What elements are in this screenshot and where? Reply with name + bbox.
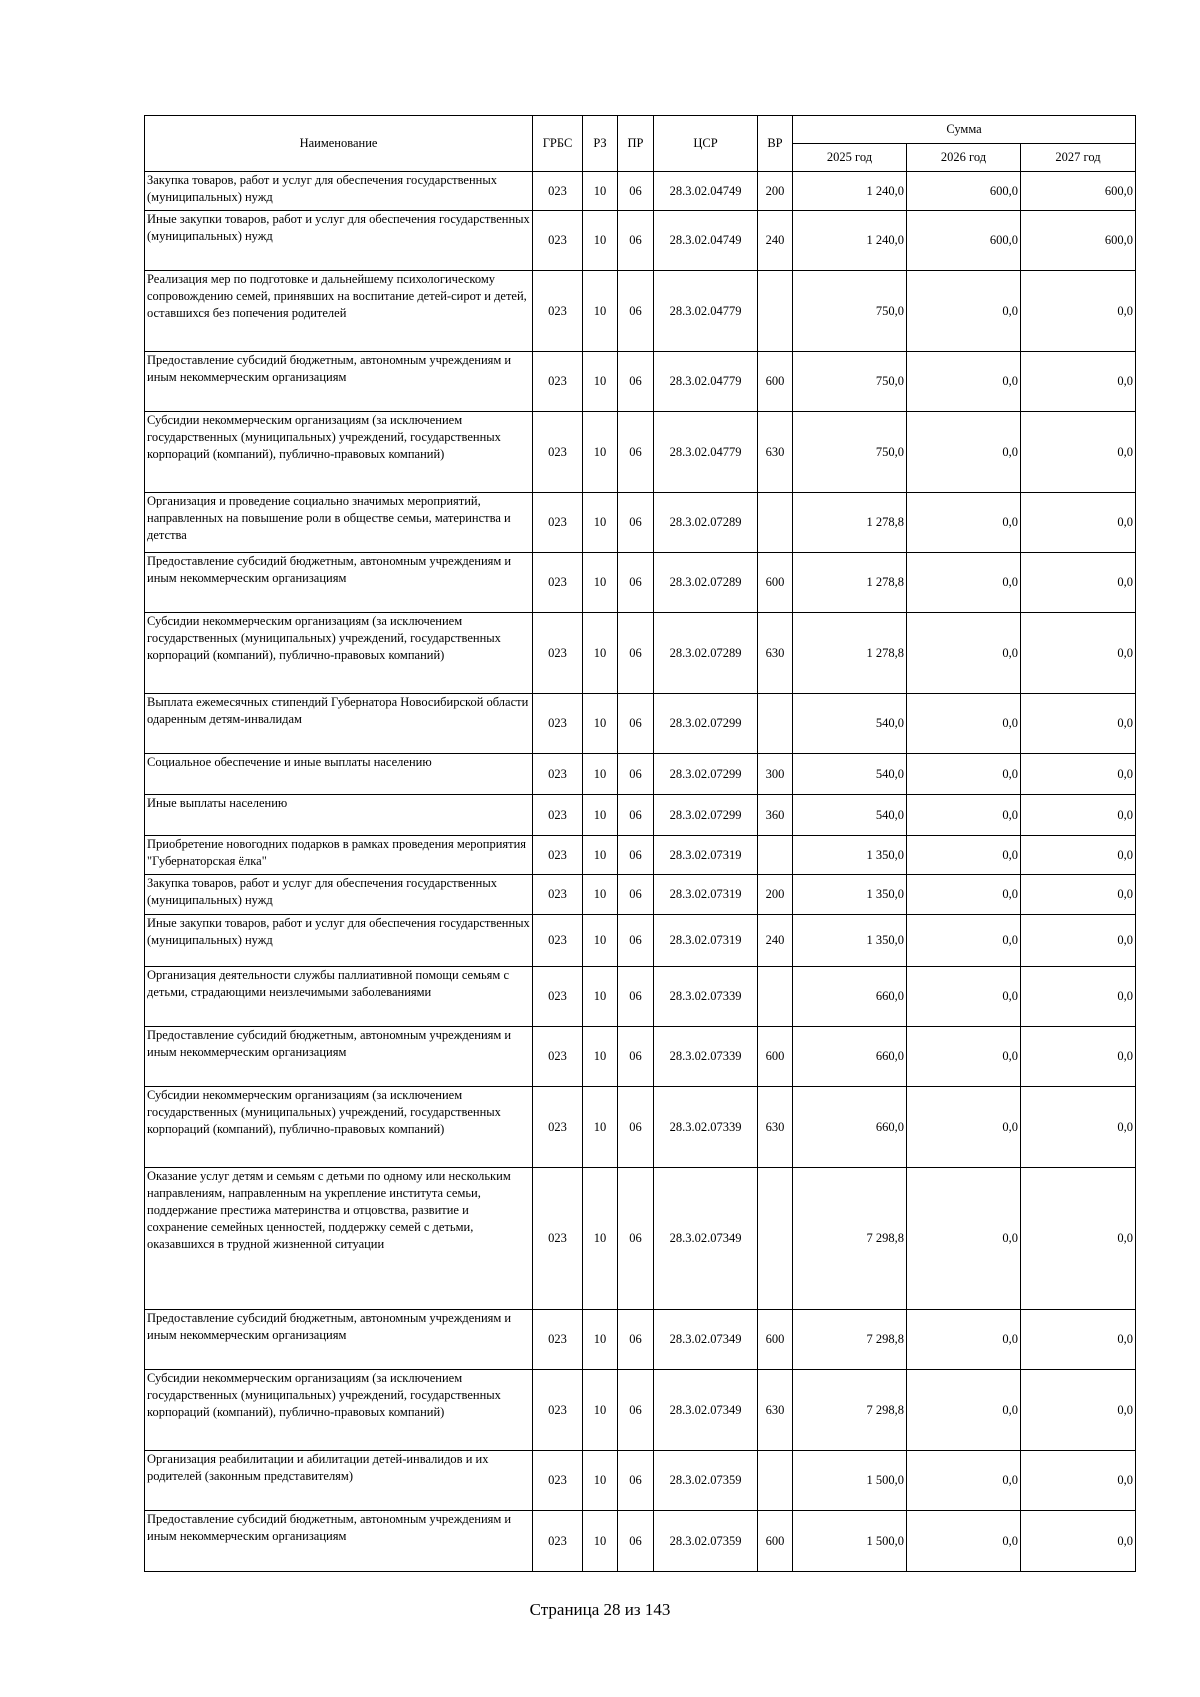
row-name: Приобретение новогодних подарков в рамках проведения мероприятия "Губернаторская ёлка" [145,836,533,875]
row-grbs: 023 [533,271,583,352]
row-sum-2026: 0,0 [907,1310,1021,1370]
row-sum-2027: 600,0 [1021,211,1136,271]
table-row [145,412,1136,493]
row-grbs: 023 [533,1511,583,1572]
row-rz: 10 [583,613,618,694]
header-row-top [145,116,1136,144]
row-sum-2025: 1 240,0 [793,172,907,211]
row-name: Субсидии некоммерческим организациям (за исключением государственных (муниципальных) учреждений, государственных корпораций (компаний), публично-правовых компаний) [145,1370,533,1451]
row-grbs: 023 [533,493,583,553]
row-sum-2027: 0,0 [1021,352,1136,412]
row-vr: 600 [758,352,793,412]
row-csr: 28.3.02.07319 [654,836,758,875]
row-name: Предоставление субсидий бюджетным, автономным учреждениям и иным некоммерческим организациям [145,352,533,412]
row-grbs: 023 [533,172,583,211]
table-row [145,875,1136,915]
row-sum-2027: 0,0 [1021,694,1136,754]
row-csr: 28.3.02.04749 [654,172,758,211]
row-csr: 28.3.02.07289 [654,613,758,694]
row-csr: 28.3.02.07289 [654,493,758,553]
row-sum-2027: 0,0 [1021,836,1136,875]
row-grbs: 023 [533,412,583,493]
row-csr: 28.3.02.07339 [654,1087,758,1168]
row-grbs: 023 [533,795,583,836]
row-grbs: 023 [533,836,583,875]
row-rz: 10 [583,271,618,352]
row-sum-2025: 1 278,8 [793,553,907,613]
row-name: Социальное обеспечение и иные выплаты населению [145,754,533,795]
row-rz: 10 [583,493,618,553]
row-pr: 06 [618,1511,654,1572]
row-pr: 06 [618,172,654,211]
row-sum-2027: 600,0 [1021,172,1136,211]
table-row [145,172,1136,211]
row-sum-2026: 600,0 [907,211,1021,271]
row-pr: 06 [618,1451,654,1511]
row-sum-2025: 7 298,8 [793,1168,907,1310]
row-csr: 28.3.02.07359 [654,1451,758,1511]
row-pr: 06 [618,875,654,915]
row-sum-2027: 0,0 [1021,553,1136,613]
row-name: Предоставление субсидий бюджетным, автономным учреждениям и иным некоммерческим организациям [145,553,533,613]
row-vr [758,694,793,754]
row-sum-2026: 0,0 [907,1168,1021,1310]
row-sum-2026: 600,0 [907,172,1021,211]
row-sum-2027: 0,0 [1021,412,1136,493]
row-grbs: 023 [533,875,583,915]
header-pr: ПР [618,116,654,172]
table-row [145,915,1136,967]
row-sum-2027: 0,0 [1021,1168,1136,1310]
row-sum-2026: 0,0 [907,1087,1021,1168]
row-grbs: 023 [533,352,583,412]
table-row [145,1310,1136,1370]
row-sum-2026: 0,0 [907,967,1021,1027]
row-name: Реализация мер по подготовке и дальнейшему психологическому сопровождению семей, принявших на воспитание детей-сирот и детей, оставшихся без попечения родителей [145,271,533,352]
row-pr: 06 [618,795,654,836]
row-sum-2026: 0,0 [907,1451,1021,1511]
row-sum-2025: 660,0 [793,1027,907,1087]
table-row [145,795,1136,836]
row-grbs: 023 [533,211,583,271]
table-row [145,493,1136,553]
row-sum-2027: 0,0 [1021,493,1136,553]
row-sum-2025: 540,0 [793,754,907,795]
row-rz: 10 [583,553,618,613]
row-grbs: 023 [533,1087,583,1168]
row-pr: 06 [618,1027,654,1087]
row-sum-2025: 1 350,0 [793,875,907,915]
row-name: Субсидии некоммерческим организациям (за исключением государственных (муниципальных) учреждений, государственных корпораций (компаний), публично-правовых компаний) [145,412,533,493]
row-sum-2025: 7 298,8 [793,1310,907,1370]
row-vr: 240 [758,211,793,271]
table-row [145,613,1136,694]
table-row [145,754,1136,795]
row-vr: 300 [758,754,793,795]
row-sum-2027: 0,0 [1021,271,1136,352]
row-sum-2025: 1 240,0 [793,211,907,271]
row-rz: 10 [583,211,618,271]
row-sum-2027: 0,0 [1021,1087,1136,1168]
row-grbs: 023 [533,1370,583,1451]
row-grbs: 023 [533,967,583,1027]
row-vr [758,493,793,553]
row-sum-2026: 0,0 [907,412,1021,493]
row-pr: 06 [618,1370,654,1451]
row-csr: 28.3.02.04779 [654,352,758,412]
row-vr: 600 [758,1027,793,1087]
row-vr [758,1168,793,1310]
row-rz: 10 [583,694,618,754]
row-name: Субсидии некоммерческим организациям (за исключением государственных (муниципальных) учреждений, государственных корпораций (компаний), публично-правовых компаний) [145,1087,533,1168]
row-name: Выплата ежемесячных стипендий Губернатора Новосибирской области одаренным детям-инвалидам [145,694,533,754]
row-vr: 600 [758,553,793,613]
row-csr: 28.3.02.07299 [654,694,758,754]
row-csr: 28.3.02.07339 [654,1027,758,1087]
header-grbs: ГРБС [533,116,583,172]
row-sum-2026: 0,0 [907,836,1021,875]
row-csr: 28.3.02.07339 [654,967,758,1027]
row-grbs: 023 [533,694,583,754]
row-rz: 10 [583,352,618,412]
row-rz: 10 [583,836,618,875]
row-rz: 10 [583,1310,618,1370]
table-row [145,694,1136,754]
row-rz: 10 [583,967,618,1027]
row-vr [758,271,793,352]
row-pr: 06 [618,915,654,967]
row-sum-2027: 0,0 [1021,1511,1136,1572]
row-grbs: 023 [533,754,583,795]
row-sum-2025: 750,0 [793,271,907,352]
row-sum-2025: 540,0 [793,694,907,754]
row-csr: 28.3.02.07359 [654,1511,758,1572]
row-rz: 10 [583,1168,618,1310]
table-row [145,271,1136,352]
row-name: Организация реабилитации и абилитации детей-инвалидов и их родителей (законным представителям) [145,1451,533,1511]
row-sum-2025: 750,0 [793,412,907,493]
header-sum: Сумма [793,116,1136,144]
row-name: Организация и проведение социально значимых мероприятий, направленных на повышение роли в обществе семьи, материнства и детства [145,493,533,553]
row-csr: 28.3.02.04749 [654,211,758,271]
row-sum-2026: 0,0 [907,875,1021,915]
table-row [145,1451,1136,1511]
table-row [145,1370,1136,1451]
row-sum-2026: 0,0 [907,915,1021,967]
row-csr: 28.3.02.07319 [654,915,758,967]
table-row [145,553,1136,613]
row-csr: 28.3.02.04779 [654,271,758,352]
row-sum-2026: 0,0 [907,493,1021,553]
row-pr: 06 [618,493,654,553]
row-pr: 06 [618,1087,654,1168]
row-csr: 28.3.02.07299 [654,754,758,795]
header-2027: 2027 год [1021,144,1136,172]
table-body [145,172,1136,1572]
row-grbs: 023 [533,915,583,967]
row-sum-2026: 0,0 [907,1027,1021,1087]
row-sum-2025: 1 350,0 [793,836,907,875]
row-sum-2025: 750,0 [793,352,907,412]
row-name: Предоставление субсидий бюджетным, автономным учреждениям и иным некоммерческим организациям [145,1511,533,1572]
row-sum-2026: 0,0 [907,553,1021,613]
row-sum-2027: 0,0 [1021,875,1136,915]
row-rz: 10 [583,1370,618,1451]
row-grbs: 023 [533,1451,583,1511]
row-sum-2026: 0,0 [907,795,1021,836]
row-pr: 06 [618,613,654,694]
row-grbs: 023 [533,613,583,694]
row-rz: 10 [583,915,618,967]
row-csr: 28.3.02.07319 [654,875,758,915]
row-sum-2025: 1 278,8 [793,613,907,694]
row-pr: 06 [618,1168,654,1310]
table-row [145,352,1136,412]
row-vr: 630 [758,1370,793,1451]
budget-table-container [144,115,1136,1572]
row-rz: 10 [583,1027,618,1087]
table-row [145,836,1136,875]
row-name: Иные закупки товаров, работ и услуг для обеспечения государственных (муниципальных) нужд [145,211,533,271]
table-row [145,1168,1136,1310]
row-vr: 200 [758,875,793,915]
row-sum-2026: 0,0 [907,1370,1021,1451]
row-sum-2027: 0,0 [1021,967,1136,1027]
row-sum-2025: 1 350,0 [793,915,907,967]
row-name: Субсидии некоммерческим организациям (за исключением государственных (муниципальных) учреждений, государственных корпораций (компаний), публично-правовых компаний) [145,613,533,694]
row-sum-2027: 0,0 [1021,754,1136,795]
row-name: Оказание услуг детям и семьям с детьми по одному или нескольким направлениям, направленным на укрепление института семьи, поддержание престижа материнства и отцовства, развитие и сохранение семейных ценностей, поддержку семей с детьми, оказавшихся в трудной жизненной ситуации [145,1168,533,1310]
row-rz: 10 [583,172,618,211]
row-sum-2027: 0,0 [1021,915,1136,967]
row-pr: 06 [618,271,654,352]
row-grbs: 023 [533,553,583,613]
row-vr: 600 [758,1310,793,1370]
row-vr: 630 [758,613,793,694]
row-vr: 630 [758,1087,793,1168]
row-pr: 06 [618,967,654,1027]
row-rz: 10 [583,875,618,915]
row-grbs: 023 [533,1168,583,1310]
header-name: Наименование [145,116,533,172]
row-sum-2027: 0,0 [1021,1310,1136,1370]
row-sum-2026: 0,0 [907,754,1021,795]
row-pr: 06 [618,836,654,875]
row-sum-2025: 660,0 [793,1087,907,1168]
row-vr: 630 [758,412,793,493]
row-vr: 200 [758,172,793,211]
row-csr: 28.3.02.07349 [654,1370,758,1451]
table-row [145,1511,1136,1572]
row-sum-2025: 1 500,0 [793,1451,907,1511]
header-rz: РЗ [583,116,618,172]
row-csr: 28.3.02.07349 [654,1310,758,1370]
row-csr: 28.3.02.07289 [654,553,758,613]
row-pr: 06 [618,694,654,754]
row-grbs: 023 [533,1310,583,1370]
row-name: Организация деятельности службы паллиативной помощи семьям с детьми, страдающими неизлечимыми заболеваниями [145,967,533,1027]
row-sum-2025: 660,0 [793,967,907,1027]
row-sum-2026: 0,0 [907,352,1021,412]
table-row [145,1087,1136,1168]
row-vr: 240 [758,915,793,967]
row-sum-2027: 0,0 [1021,1027,1136,1087]
row-vr [758,836,793,875]
header-csr: ЦСР [654,116,758,172]
row-rz: 10 [583,1511,618,1572]
row-sum-2027: 0,0 [1021,1370,1136,1451]
table-row [145,1027,1136,1087]
row-sum-2027: 0,0 [1021,795,1136,836]
row-pr: 06 [618,754,654,795]
row-name: Иные выплаты населению [145,795,533,836]
row-rz: 10 [583,1451,618,1511]
row-sum-2027: 0,0 [1021,1451,1136,1511]
row-vr: 600 [758,1511,793,1572]
table-row [145,211,1136,271]
row-pr: 06 [618,553,654,613]
row-grbs: 023 [533,1027,583,1087]
row-rz: 10 [583,412,618,493]
row-pr: 06 [618,352,654,412]
row-csr: 28.3.02.07349 [654,1168,758,1310]
row-csr: 28.3.02.07299 [654,795,758,836]
row-sum-2026: 0,0 [907,613,1021,694]
row-rz: 10 [583,1087,618,1168]
row-name: Закупка товаров, работ и услуг для обеспечения государственных (муниципальных) нужд [145,875,533,915]
row-sum-2026: 0,0 [907,694,1021,754]
row-rz: 10 [583,754,618,795]
row-sum-2025: 540,0 [793,795,907,836]
row-csr: 28.3.02.04779 [654,412,758,493]
row-sum-2025: 1 500,0 [793,1511,907,1572]
page-number: Страница 28 из 143 [529,1600,671,1619]
row-pr: 06 [618,211,654,271]
header-vr: ВР [758,116,793,172]
row-vr: 360 [758,795,793,836]
row-sum-2025: 1 278,8 [793,493,907,553]
row-vr [758,967,793,1027]
row-name: Предоставление субсидий бюджетным, автономным учреждениям и иным некоммерческим организациям [145,1310,533,1370]
row-vr [758,1451,793,1511]
row-sum-2026: 0,0 [907,1511,1021,1572]
budget-table [144,115,1136,1572]
row-name: Предоставление субсидий бюджетным, автономным учреждениям и иным некоммерческим организациям [145,1027,533,1087]
row-sum-2025: 7 298,8 [793,1370,907,1451]
row-rz: 10 [583,795,618,836]
table-row [145,967,1136,1027]
row-name: Закупка товаров, работ и услуг для обеспечения государственных (муниципальных) нужд [145,172,533,211]
row-pr: 06 [618,412,654,493]
header-2026: 2026 год [907,144,1021,172]
row-name: Иные закупки товаров, работ и услуг для обеспечения государственных (муниципальных) нужд [145,915,533,967]
row-sum-2026: 0,0 [907,271,1021,352]
row-pr: 06 [618,1310,654,1370]
row-sum-2027: 0,0 [1021,613,1136,694]
header-2025: 2025 год [793,144,907,172]
